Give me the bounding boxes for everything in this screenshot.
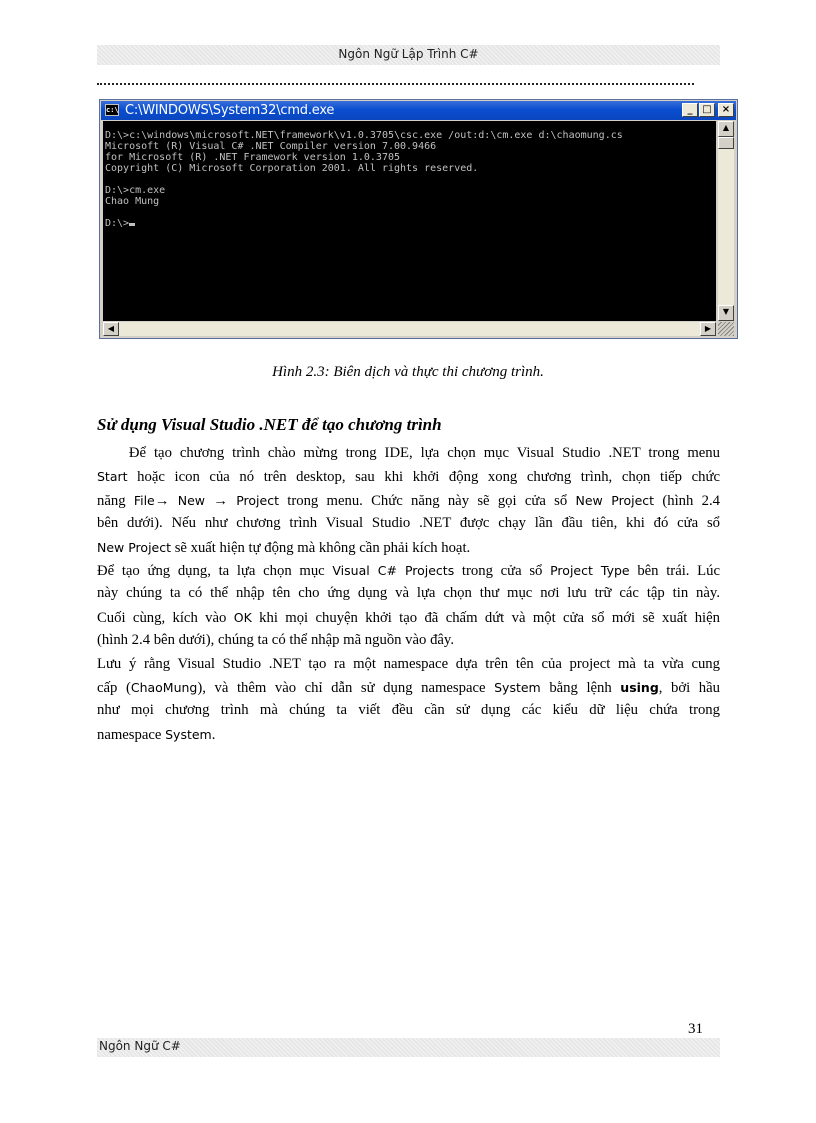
console-line: Chao Mung: [105, 196, 160, 207]
paragraph-line: Lưu ý rằng Visual Studio .NET tạo ra một namespace dựa trên tên của project mà ta vừa cung: [97, 655, 720, 672]
console-line: Copyright (C) Microsoft Corporation 2001. All rights reserved.: [105, 163, 479, 174]
text-run: namespace: [97, 726, 166, 743]
scroll-left-arrow-icon[interactable]: ◀: [103, 322, 119, 336]
text-run: khi mọi chuyện khởi tạo đã chấm dứt và một cửa sổ mới sẽ xuất hiện: [251, 609, 720, 626]
section-heading: Sử dụng Visual Studio .NET để tạo chương trình: [97, 415, 442, 434]
text-run: bằng lệnh: [540, 679, 621, 696]
close-button[interactable]: ×: [718, 103, 734, 117]
code-term: ChaoMung: [130, 679, 198, 695]
paragraph-line: (hình 2.4 bên dưới), chúng ta có thể nhập mã nguồn vào đây.: [97, 632, 454, 649]
paragraph-line: này chúng ta có thể nhập tên cho ứng dụng và lựa chọn thư mục nơi lưu trữ các tập tin này.: [97, 585, 720, 602]
vertical-scrollbar[interactable]: [718, 121, 734, 321]
page-footer: [97, 1038, 720, 1057]
menu-term: OK: [233, 609, 252, 625]
horizontal-scrollbar[interactable]: [103, 322, 716, 336]
menu-term: New Project: [97, 539, 172, 555]
menu-term: Project Type: [550, 562, 630, 578]
text-run: bên trái. Lúc: [629, 562, 721, 579]
text-run: cấp (: [97, 679, 131, 696]
code-term: System: [165, 726, 212, 742]
text-run: , bởi hầu: [658, 679, 720, 696]
text-run: ), và thêm vào chỉ dẫn sử dụng namespace: [197, 679, 495, 696]
arrow-text: →: [154, 492, 178, 509]
paragraph-line: [97, 559, 720, 582]
console-prompt: D:\>: [105, 218, 130, 229]
paragraph-line: [97, 536, 720, 559]
header-title: Ngôn Ngữ Lập Trình C#: [338, 47, 479, 61]
text-run: Cuối cùng, kích vào: [97, 609, 234, 626]
scroll-right-arrow-icon[interactable]: ▶: [700, 322, 716, 336]
menu-term: File: [133, 492, 155, 508]
resize-grip-icon[interactable]: [718, 322, 734, 336]
text-run: hoặc icon của nó trên desktop, sau khi khởi động xong chương trình, chọn tiếp chức: [127, 469, 720, 486]
paragraph-line: bên dưới). Nếu như chương trình Visual Studio .NET được chạy lần đầu tiên, khi đó cửa sổ: [97, 515, 720, 532]
page-header: [97, 45, 720, 65]
scroll-up-arrow-icon[interactable]: ▲: [718, 121, 734, 137]
text-cursor: [129, 223, 135, 226]
page-number: 31: [688, 1021, 703, 1037]
text-run: sẽ xuất hiện tự động mà không cần phải kích hoạt.: [171, 539, 471, 556]
text-run: trong cửa sổ: [454, 562, 551, 579]
paragraph-line: như mọi chương trình mà chúng ta viết đều cần sử dụng các kiểu dữ liệu chứa trong: [97, 702, 720, 719]
paragraph-line: Để tạo chương trình chào mừng trong IDE, lựa chọn mục Visual Studio .NET trong menu: [97, 445, 720, 461]
console-output[interactable]: [103, 121, 716, 321]
text-run: Để tạo ứng dụng, ta lựa chọn mục: [97, 562, 333, 579]
code-term: System: [494, 679, 541, 695]
paragraph-line: [97, 606, 720, 629]
maximize-button[interactable]: □: [699, 103, 715, 117]
menu-term: Start: [97, 469, 128, 485]
cmd-window-title: C:\WINDOWS\System32\cmd.exe: [125, 103, 335, 118]
cmd-window-screenshot: [99, 99, 738, 339]
text-run: .: [211, 726, 216, 743]
cmd-titlebar: [101, 101, 736, 120]
menu-term: New Project: [575, 492, 655, 508]
console-icon: c:\: [106, 106, 119, 114]
text-run: năng: [97, 492, 134, 509]
console-line: D:\>c:\windows\microsoft.NET\framework\v1.0.3705\csc.exe /out:d:\cm.exe d:\chaomung.cs: [105, 130, 623, 141]
arrow-text: →: [204, 492, 237, 509]
footer-title: Ngôn Ngữ C#: [99, 1039, 181, 1053]
text-run: (hình 2.4: [654, 492, 720, 509]
scroll-thumb[interactable]: [718, 137, 734, 149]
paragraph-line: [97, 489, 720, 512]
minimize-button[interactable]: _: [682, 103, 698, 117]
console-line: Microsoft (R) Visual C# .NET Compiler version 7.00.9466: [105, 141, 437, 152]
keyword-term: using: [620, 679, 659, 695]
console-line: D:\>cm.exe: [105, 185, 166, 196]
paragraph-line: [97, 465, 720, 488]
paragraph-line: [97, 723, 720, 746]
menu-term: New: [177, 492, 205, 508]
body-text: [97, 442, 720, 746]
text-run: trong menu. Chức năng này sẽ gọi cửa sổ: [279, 492, 576, 509]
console-line: for Microsoft (R) .NET Framework version 1.0.3705: [105, 152, 401, 163]
scroll-down-arrow-icon[interactable]: ▼: [718, 305, 734, 321]
paragraph-line: [97, 676, 720, 699]
header-divider: [97, 83, 694, 85]
figure-caption: Hình 2.3: Biên dịch và thực thi chương trình.: [272, 364, 544, 380]
menu-term: Visual C# Projects: [332, 562, 455, 578]
menu-term: Project: [236, 492, 279, 508]
